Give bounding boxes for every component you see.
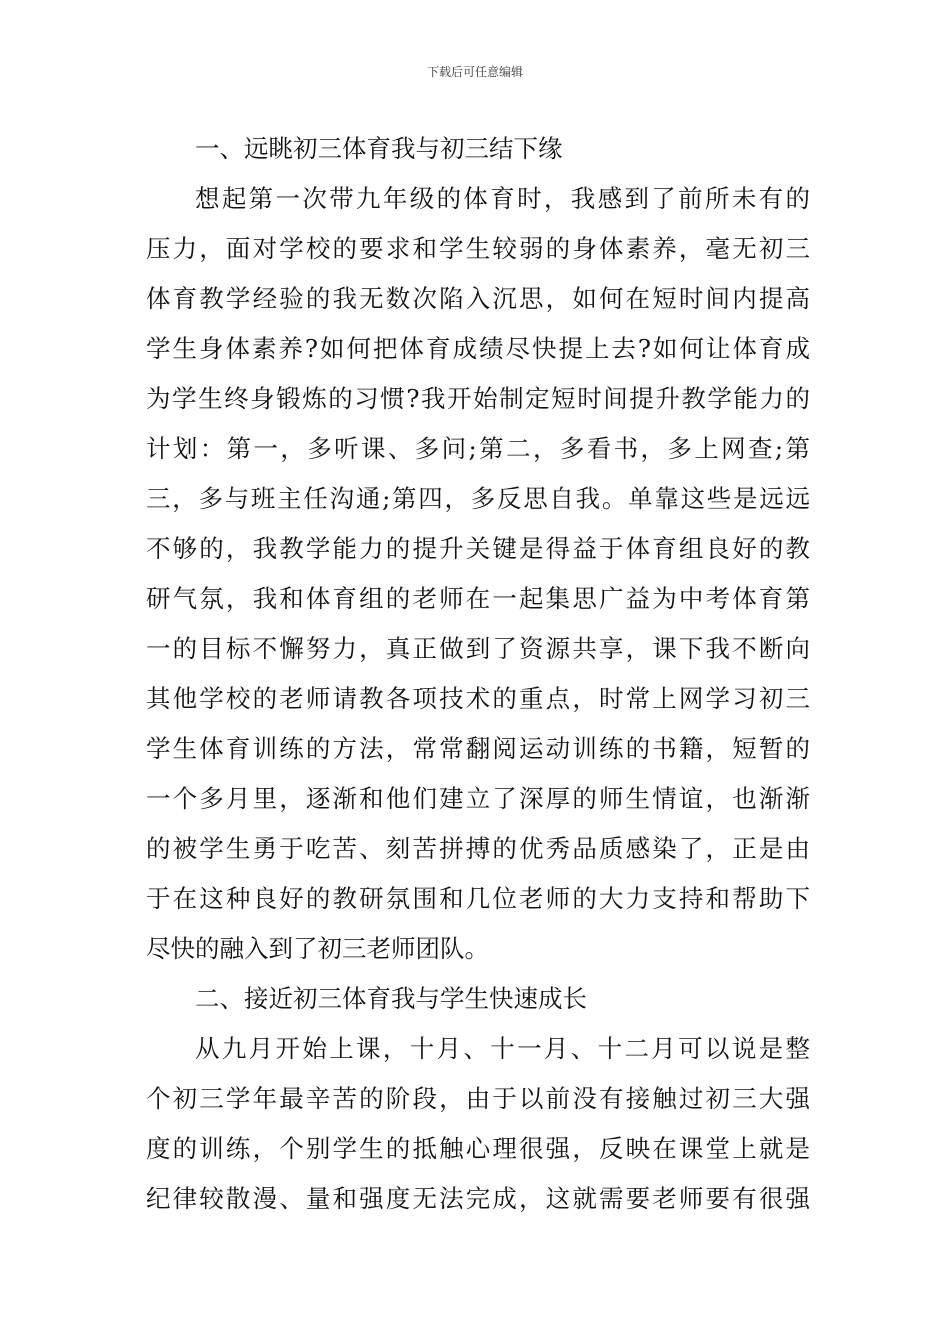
paragraph-line: 从九月开始上课，十月、十一月、十二月可以说是整 xyxy=(195,1034,810,1063)
paragraph-line: 于在这种良好的教研氛围和几位老师的大力支持和帮助下 xyxy=(146,884,810,913)
paragraph-line: 压力，面对学校的要求和学生较弱的身体素养，毫无初三 xyxy=(146,234,810,263)
paragraph-line: 不够的，我教学能力的提升关键是得益于体育组良好的教 xyxy=(146,534,810,563)
section-heading: 二、接近初三体育我与学生快速成长 xyxy=(195,984,587,1013)
paragraph-line: 计划：第一，多听课、多问;第二，多看书，多上网查;第 xyxy=(146,434,810,463)
paragraph-line: 为学生终身锻炼的习惯?我开始制定短时间提升教学能力的 xyxy=(146,384,810,413)
paragraph-line: 度的训练，个别学生的抵触心理很强，反映在课堂上就是 xyxy=(146,1134,810,1163)
paragraph-line: 的被学生勇于吃苦、刻苦拼搏的优秀品质感染了，正是由 xyxy=(146,834,810,863)
paragraph-line: 三，多与班主任沟通;第四，多反思自我。单靠这些是远远 xyxy=(146,484,810,513)
paragraph-line: 个初三学年最辛苦的阶段，由于以前没有接触过初三大强 xyxy=(146,1084,810,1113)
page-header-note: 下载后可任意编辑 xyxy=(426,65,523,79)
paragraph-line: 尽快的融入到了初三老师团队。 xyxy=(146,934,489,963)
paragraph-line: 一的目标不懈努力，真正做到了资源共享，课下我不断向 xyxy=(146,634,810,663)
paragraph-line: 学生身体素养?如何把体育成绩尽快提上去?如何让体育成 xyxy=(146,334,810,363)
document-body xyxy=(146,124,810,1224)
section-heading: 一、远眺初三体育我与初三结下缘 xyxy=(195,134,563,163)
paragraph-line: 其他学校的老师请教各项技术的重点，时常上网学习初三 xyxy=(146,684,810,713)
paragraph-line: 想起第一次带九年级的体育时，我感到了前所未有的 xyxy=(195,184,810,213)
paragraph-line: 纪律较散漫、量和强度无法完成，这就需要老师要有很强 xyxy=(146,1184,810,1213)
paragraph-line: 一个多月里，逐渐和他们建立了深厚的师生情谊，也渐渐 xyxy=(146,784,810,813)
paragraph-line: 学生体育训练的方法，常常翻阅运动训练的书籍，短暂的 xyxy=(146,734,810,763)
paragraph-line: 研气氛，我和体育组的老师在一起集思广益为中考体育第 xyxy=(146,584,810,613)
paragraph-line: 体育教学经验的我无数次陷入沉思，如何在短时间内提高 xyxy=(146,284,810,313)
